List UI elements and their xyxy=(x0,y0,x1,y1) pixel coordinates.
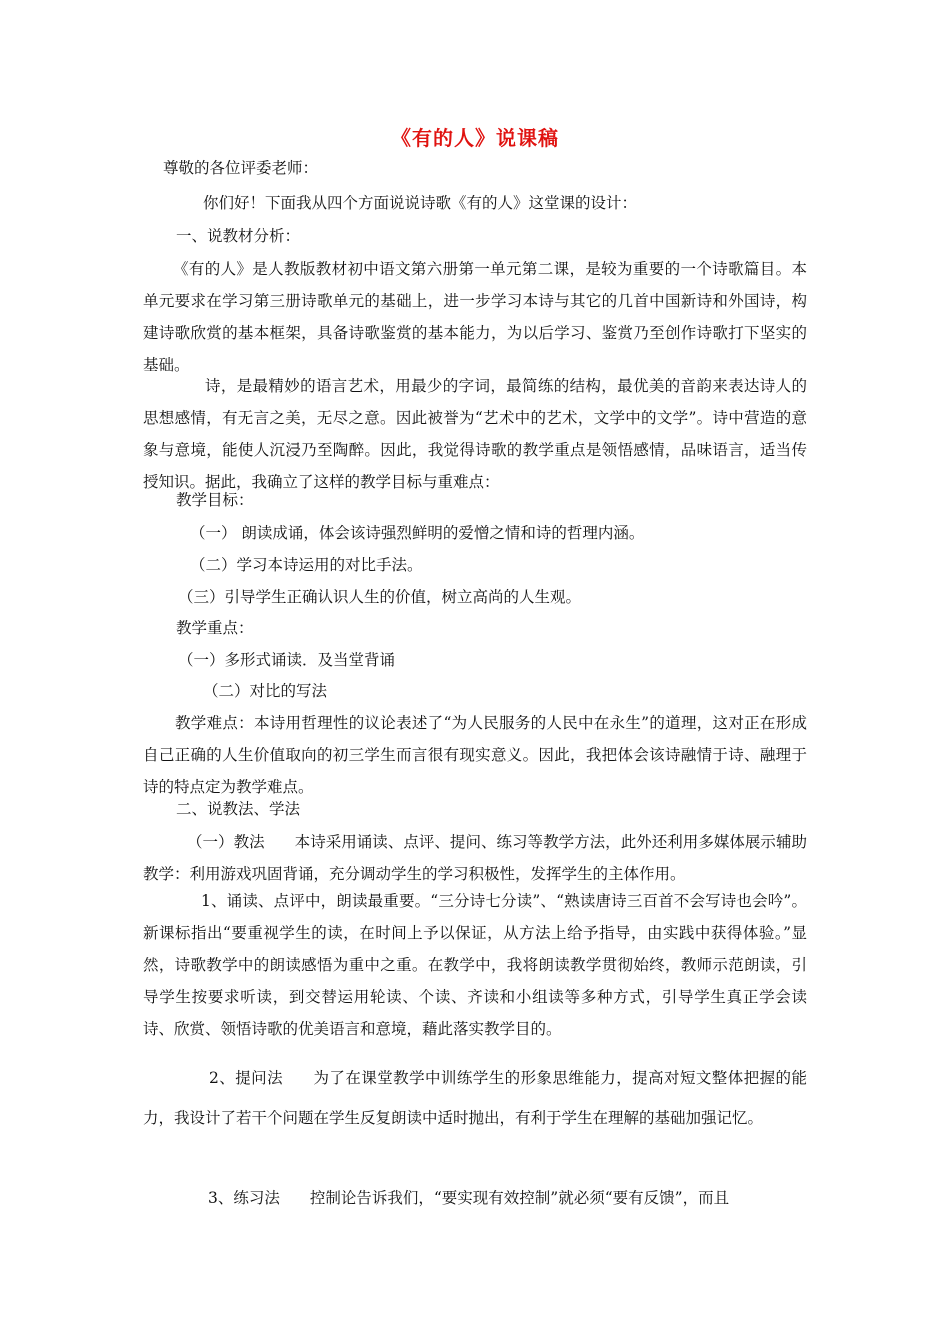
method-text: 本诗采用诵读、点评、提问、练习等教学方法，此外还利用多媒体展示辅助教学：利用游戏巩固背诵，充分调动学生的学习积极性，发挥学生的主体作用。 xyxy=(143,833,807,883)
paragraph-teaching-difficulty: 教学难点：本诗用哲理性的议论表述了“为人民服务的人民中在永生”的道理，这对正在形成自己正确的人生价值取向的初三学生而言很有现实意义。因此，我把体会该诗融情于诗、融理于诗的特点定为教学难点。 xyxy=(143,714,807,796)
greeting: 尊敬的各位评委老师： xyxy=(163,159,319,177)
method-label: （一）教法 xyxy=(187,833,265,851)
teaching-goal-3: （三）引导学生正确认识人生的价值，树立高尚的人生观。 xyxy=(178,588,582,606)
section-heading-textbook-analysis: 一、说教材分析： xyxy=(176,227,301,245)
question-method-text: 为了在课堂教学中训练学生的形象思维能力，提高对短文整体把握的能力，我设计了若干个问题在学生反复朗读中适时抛出，有利于学生在理解的基础加强记忆。 xyxy=(143,1069,807,1127)
teaching-goals-heading: 教学目标： xyxy=(176,491,254,509)
teaching-key-heading: 教学重点： xyxy=(176,619,254,637)
paragraph-textbook-position: 《有的人》是人教版教材初中语文第六册第一单元第二课，是较为重要的一个诗歌篇目。本单元要求在学习第三册诗歌单元的基础上，进一步学习本诗与其它的几首中国新诗和外国诗，构建诗歌欣赏的基本框架，具备诗歌鉴赏的基本能力，为以后学习、鉴赏乃至创作诗歌打下坚实的基础。 xyxy=(143,260,807,374)
teaching-goal-2: （二）学习本诗运用的对比手法。 xyxy=(190,556,423,574)
paragraph-teaching-method xyxy=(143,826,807,890)
paragraph-question-method xyxy=(143,1058,807,1138)
teaching-goal-1: （一） 朗读成诵，体会该诗强烈鲜明的爱憎之情和诗的哲理内涵。 xyxy=(190,524,645,542)
section-heading-methods: 二、说教法、学法 xyxy=(176,800,301,818)
paragraph-reading-method: 1、诵读、点评中，朗读最重要。“三分诗七分读”、“熟读唐诗三百首不会写诗也会吟”。新课标指出“要重视学生的读，在时间上予以保证，从方法上给予指导，由实践中获得体验。”显然，诗歌教学中的朗读感悟为重中之重。在教学中，我将朗读教学贯彻始终，教师示范朗读，引导学生按要求听读，到交替运用轮读、个读、齐读和小组读等多种方式，引导学生真正学会读诗、欣赏、领悟诗歌的优美语言和意境，藉此落实教学目的。 xyxy=(143,892,807,1038)
intro-paragraph: 你们好！下面我从四个方面说说诗歌《有的人》这堂课的设计： xyxy=(203,194,638,212)
teaching-key-1: （一）多形式诵读．及当堂背诵 xyxy=(178,651,396,669)
practice-method-text: 控制论告诉我们，“要实现有效控制”就必须“要有反馈”，而且 xyxy=(309,1189,730,1207)
teaching-key-2: （二）对比的写法 xyxy=(203,682,328,700)
paragraph-practice-method xyxy=(208,1182,729,1214)
paragraph-poetry-art: 诗，是最精妙的语言艺术，用最少的字词，最简练的结构，最优美的音韵来表达诗人的思想感情，有无言之美，无尽之意。因此被誉为“艺术中的艺术，文学中的文学”。诗中营造的意象与意境，能使人沉浸乃至陶醉。因此，我觉得诗歌的教学重点是领悟感情，品味语言，适当传授知识。据此，我确立了这样的教学目标与重难点： xyxy=(143,377,807,491)
document-title: 《有的人》说课稿 xyxy=(391,126,559,150)
question-method-label: 2、提问法 xyxy=(209,1069,284,1087)
practice-method-label: 3、练习法 xyxy=(208,1189,280,1207)
